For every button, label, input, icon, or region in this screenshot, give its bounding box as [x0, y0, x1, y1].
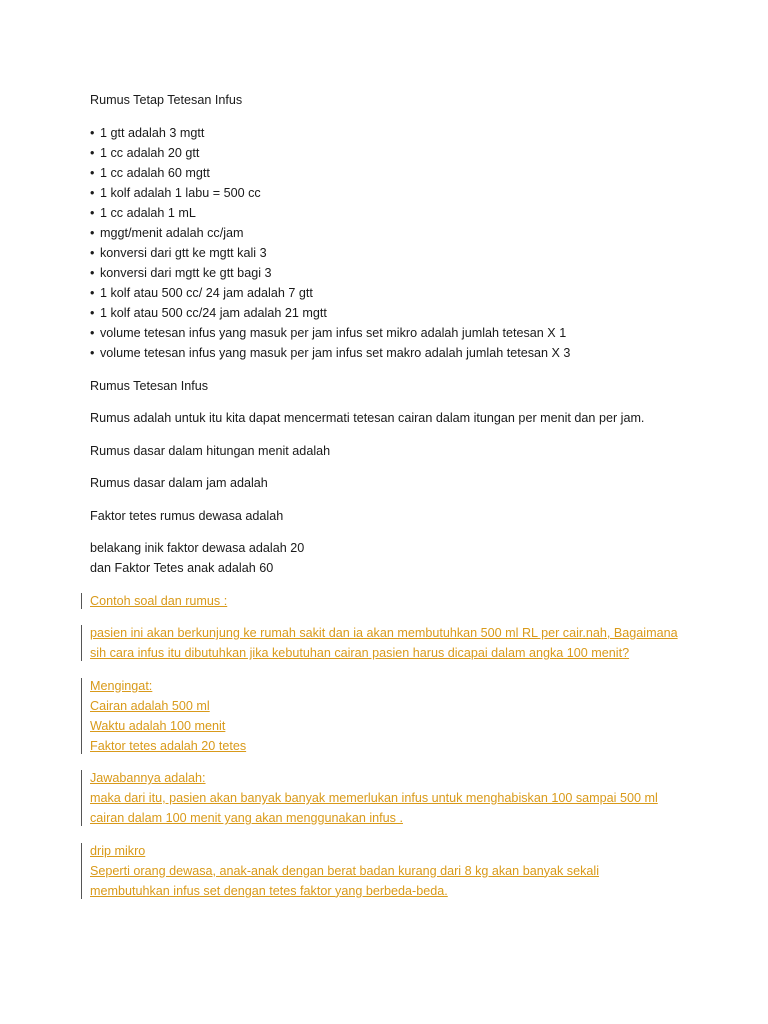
question-line: pasien ini akan berkunjung ke rumah sakit dan ia akan membutuhkan 500 ml RL per cair.nah, Bagaimana	[90, 626, 678, 640]
paragraph-line: belakang inik faktor dewasa adalah 20	[90, 541, 305, 555]
list-item: • 1 kolf adalah 1 labu = 500 cc	[90, 185, 261, 200]
list-item: • konversi dari gtt ke mgtt kali 3	[90, 245, 267, 260]
list-item: • 1 cc adalah 60 mgtt	[90, 165, 210, 180]
question-line: sih cara infus itu dibutuhkan jika kebutuhan cairan pasien harus dicapai dalam angka 100 menit?	[90, 646, 630, 660]
answer-block	[90, 768, 730, 828]
drip-line: membutuhkan infus set dengan tetes faktor yang berbeda-beda.	[90, 883, 448, 898]
list-item: • volume tetesan infus yang masuk per jam infus set makro adalah jumlah tetesan X 3	[90, 345, 571, 360]
section-title: Rumus Tetesan Infus	[90, 378, 209, 393]
answer-line: Jawabannya adalah:	[90, 771, 206, 785]
document-page	[90, 90, 730, 913]
list-item: • 1 cc adalah 20 gtt	[90, 145, 200, 160]
drip-line: Seperti orang dewasa, anak-anak dengan berat badan kurang dari 8 kg akan banyak sekali	[90, 863, 599, 878]
example-heading-text: Contoh soal dan rumus :	[90, 593, 228, 608]
drip-line: drip mikro	[90, 843, 146, 858]
list-item: • 1 gtt adalah 3 mgtt	[90, 125, 205, 140]
paragraph: Faktor tetes rumus dewasa adalah	[90, 508, 284, 523]
list-item: • volume tetesan infus yang masuk per jam infus set mikro adalah jumlah tetesan X 1	[90, 325, 567, 340]
example-question	[90, 623, 730, 663]
remember-line: Waktu adalah 100 menit	[90, 718, 226, 733]
drip-block	[90, 841, 730, 901]
example-heading	[90, 591, 730, 611]
list-item: • konversi dari mgtt ke gtt bagi 3	[90, 265, 272, 280]
list-item: • 1 cc adalah 1 mL	[90, 205, 196, 220]
section-title: Rumus Tetap Tetesan Infus	[90, 93, 243, 107]
remember-line: Mengingat:	[90, 678, 153, 693]
paragraph-line: dan Faktor Tetes anak adalah 60	[90, 561, 274, 575]
answer-line: cairan dalam 100 menit yang akan menggunakan infus .	[90, 811, 403, 825]
paragraph	[90, 538, 730, 578]
paragraph: Rumus dasar dalam hitungan menit adalah	[90, 443, 331, 458]
remember-line: Cairan adalah 500 ml	[90, 698, 210, 713]
list-item: • 1 kolf atau 500 cc/24 jam adalah 21 mgtt	[90, 305, 327, 320]
list-item: • 1 kolf atau 500 cc/ 24 jam adalah 7 gtt	[90, 285, 313, 300]
paragraph: Rumus dasar dalam jam adalah	[90, 476, 268, 490]
remember-line: Faktor tetes adalah 20 tetes	[90, 738, 247, 753]
remember-block	[90, 676, 730, 756]
paragraph: Rumus adalah untuk itu kita dapat mencermati tetesan cairan dalam itungan per menit dan per jam.	[90, 411, 645, 425]
rules-list	[90, 123, 730, 363]
answer-line: maka dari itu, pasien akan banyak banyak memerlukan infus untuk menghabiskan 100 sampai 500 ml	[90, 791, 658, 805]
list-item: • mggt/menit adalah cc/jam	[90, 225, 244, 240]
